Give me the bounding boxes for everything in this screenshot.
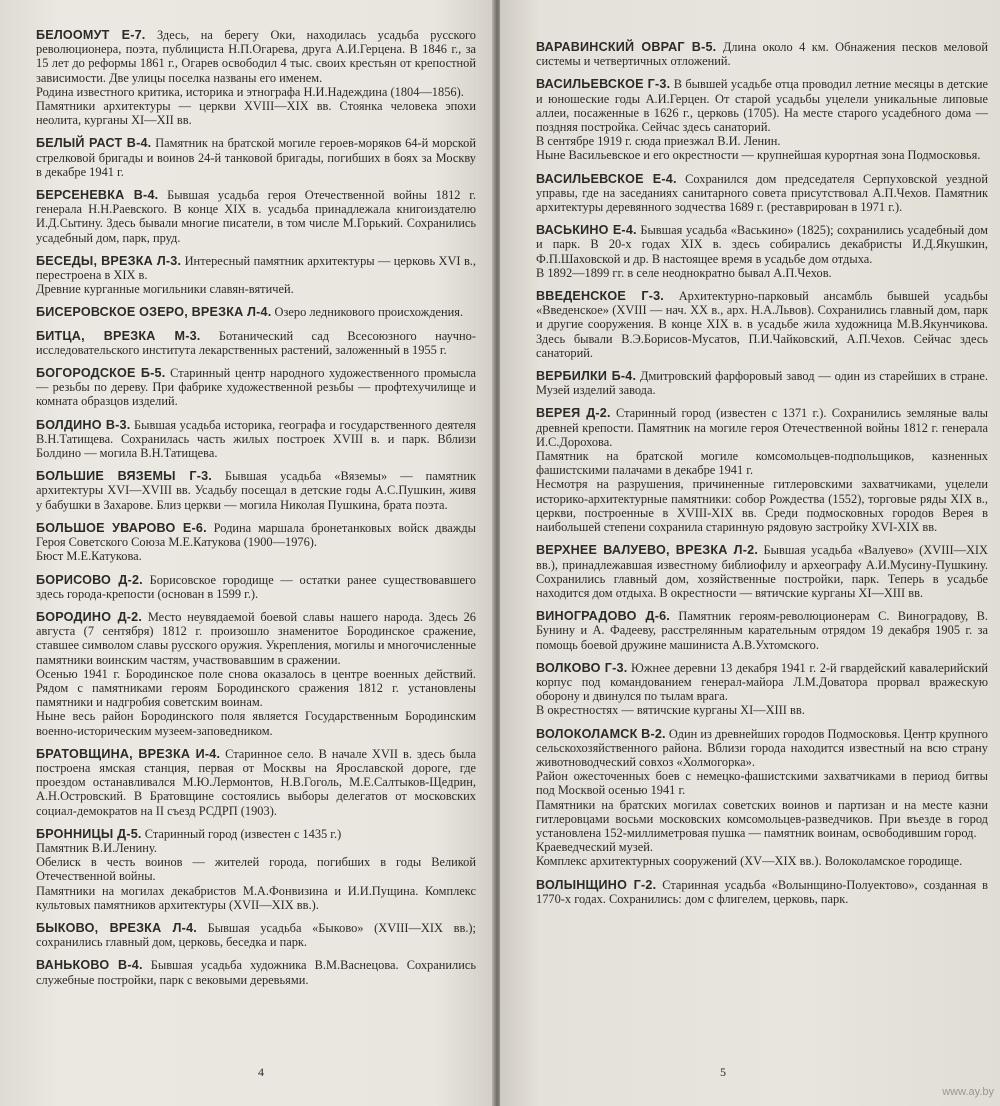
entry-body: Бывшая усадьба «Быково» (XVIII—XIX вв.); сохранились главный дом, церковь, беседка и парк. [36,920,476,950]
gazetteer-entry [36,366,476,409]
gazetteer-entry [536,543,988,600]
gazetteer-entry [36,469,476,512]
entry-body: Интересный памятник архитектуры — церковь XVI в., перестроена в XIX в. [36,253,476,283]
entry-paragraph [36,827,476,841]
entry-body: Старинное село. В начале XVII в. здесь была построена ямская станция, первая от Москвы на Ярославской дороге, где проездом останавливался М.Ю.Лермонтов, Н.В.Гоголь, М.Е.Салтыков-Щедрин, А.Н.Островский. В Братовщине состоялись выборы делегатов от московских социал-демократов на II съезд РСДРП (1903). [36,746,476,818]
entry-paragraph [36,747,476,818]
gazetteer-entry [36,188,476,245]
entry-extra-line: Памятники на могилах декабристов М.А.Фонвизина и И.И.Пущина. Комплекс культовых памятников архитектуры (XVII—XIX вв.). [36,883,476,912]
entry-heading: ВВЕДЕНСКОЕ Г-3. [536,289,664,304]
entry-heading: БОРОДИНО Д-2. [36,609,143,624]
entry-extra-line: В сентябре 1919 г. сюда приезжал В.И. Ленин. [536,134,781,149]
entry-extra-line: Бюст М.Е.Катукова. [36,549,142,564]
entry-heading: БРОННИЦЫ Д-5. [36,826,142,841]
entry-paragraph [36,136,476,179]
gazetteer-entry [36,329,476,357]
entry-heading: ВОЛЫНЩИНО Г-2. [536,877,657,892]
gazetteer-entry [536,406,988,534]
gazetteer-entry [36,921,476,949]
entry-heading: ВИНОГРАДОВО Д-6. [536,609,671,624]
gazetteer-entry [536,609,988,652]
entry-paragraph [536,223,988,266]
entry-paragraph [36,521,476,549]
gazetteer-entry [36,28,476,127]
entry-extra-line: Комплекс архитектурных сооружений (XV—XIX вв.). Волоколамское городище. [536,854,963,869]
entry-body: Бывшая усадьба «Валуево» (XVIII—XIX вв.), принадлежавшая известному библиофилу и археографу А.И.Мусину-Пушкину. Сохранились главный дом, хозяйственные постройки, парк. Теперь в усадьбе находится дом отдыха. В окрестности — вятичские курганы XI—XIII вв. [536,543,988,600]
page-number-right: 5 [720,1065,726,1079]
gazetteer-entry [536,369,988,397]
entry-heading: БОРИСОВО Д-2. [36,572,143,587]
entry-heading: БРАТОВЩИНА, ВРЕЗКА И-4. [36,746,221,761]
entry-extra-line: Памятник В.И.Ленину. [36,840,157,855]
entry-paragraph [536,661,988,704]
entry-heading: БЕЛООМУТ Е-7. [36,28,146,42]
entry-paragraph [536,369,988,397]
entry-paragraph [36,418,476,461]
entry-extra-line: Ныне весь район Бородинского поля является Государственным Бородинским военно-историческим музеем-заповедником. [36,709,476,738]
entry-extra-line: Ныне Васильевское и его окрестности — крупнейшая курортная зона Подмосковья. [536,148,981,163]
entry-body: Длина около 4 км. Обнажения песков меловой системы и четвертичных отложений. [536,40,988,69]
gazetteer-entry [36,747,476,818]
entry-heading: БЕРСЕНЕВКА В-4. [36,188,159,203]
entry-heading: БОГОРОДСКОЕ Б-5. [36,366,166,381]
gazetteer-entry [536,172,988,215]
entry-extra-line: Несмотря на разрушения, причиненные гитлеровскими захватчиками, уцелели историко-архитектурные памятники: собор Рождества (1552), торговые ряды XIX в., церкви, построенные в XVIII-XIX вв. Среди подмосковных городов Верея в наибольшей степени сохранила старинную рядовую застройку XVI-XIX вв. [536,477,988,535]
watermark: www.ay.by [942,1086,994,1098]
right-page [500,0,1000,1106]
entry-paragraph [36,188,476,245]
entry-paragraph [36,469,476,512]
entry-heading: ВАСИЛЬЕВСКОЕ Е-4. [536,171,677,186]
entry-body: Один из древнейших городов Подмосковья. Центр крупного сельскохозяйственного района. Вблизи города находится известный на всю страну животноводческий совхоз «Холмогорка». [536,726,988,769]
left-page [0,0,494,1106]
entry-extra-line: Памятник на братской могиле комсомольцев-подпольщиков, казненных фашистскими палачами в декабре 1941 г. [536,449,988,478]
entry-paragraph [536,878,988,906]
entry-body: Старинная усадьба «Волынщино-Полуектово», созданная в 1770-х годах. Сохранились: дом с флигелем, церковь, парк. [536,877,988,906]
entry-body: Старинный центр народного художественного промысла — резьбы по дереву. При фабрике художественной резьбы — профтехучилище и комната образцов изделий. [36,366,476,409]
gazetteer-entry [36,610,476,738]
entry-paragraph [536,40,988,68]
entry-paragraph [36,573,476,601]
entry-body: Родина маршала бронетанковых войск дважды Героя Советского Союза М.Е.Катукова (1900—1976). [36,520,476,550]
entry-paragraph [36,366,476,409]
entry-extra-line: Краеведческий музей. [536,840,653,855]
entry-heading: ВЕРЕЯ Д-2. [536,406,611,421]
gazetteer-entry [36,254,476,297]
entry-body: Место неувядаемой боевой славы нашего народа. Здесь 26 августа (7 сентября) 1812 г. произошло знаменитое Бородинское сражение, ставшее символом славы русского оружия. Укрепления, могилы и многочисленные памятники воинским частям, участвовавшим в сражении. [36,609,476,667]
left-entries-column [36,28,476,987]
gazetteer-entry [536,223,988,280]
entry-paragraph [36,28,476,85]
page-number-left: 4 [258,1065,264,1079]
entry-heading: ВЕРБИЛКИ Б-4. [536,369,637,384]
gazetteer-entry [536,878,988,906]
entry-paragraph [36,610,476,667]
entry-paragraph [36,305,476,319]
entry-heading: ВАНЬКОВО В-4. [36,958,143,973]
entry-body: Озеро ледникового происхождения. [274,305,464,320]
entry-heading: БЫКОВО, ВРЕЗКА Л-4. [36,920,197,935]
gazetteer-entry [536,289,988,360]
entry-extra-line: Памятники на братских могилах советских воинов и партизан и на месте казни гитлеровцами восьми московских комсомольцев-разведчиков. При въезде в город установлена 152-миллиметровая пушка — памятник воинам, освободившим город. [536,797,988,840]
entry-body: Бывшая усадьба художника В.М.Васнецова. Сохранились служебные постройки, парк с вековыми деревьями. [36,958,476,987]
entry-paragraph [536,172,988,215]
entry-heading: БОЛЬШИЕ ВЯЗЕМЫ Г-3. [36,469,212,484]
entry-body: Архитектурно-парковый ансамбль бывшей усадьбы «Введенское» (XVIII — нач. XX в., арх. Н.А.Львов). Сохранились главный дом, парк и другие сооружения. В конце XIX в. в усадьбе жила художница М.В.Якунчикова. Здесь бывали В.Э.Борисов-Мусатов, П.И.Чайковский, А.П.Чехов. Сейчас здесь санаторий. [536,289,988,360]
entry-extra-line: В окрестностях — вятичские курганы XI—XIII вв. [536,703,805,718]
gazetteer-entry [36,521,476,564]
entry-body: Старинный город (известен с 1371 г.). Сохранились земляные валы древней крепости. Памятник на могиле героя Отечественной войны 1812 г. генерала И.С.Дорохова. [536,406,988,449]
entry-extra-line: В 1892—1899 гг. в селе неоднократно бывал А.П.Чехов. [536,265,832,280]
gazetteer-entry [36,136,476,179]
entry-body: Старинный город (известен с 1435 г.) [144,826,342,841]
entry-body: Дмитровский фарфоровый завод — один из старейших в стране. Музей изделий завода. [536,369,989,398]
entry-paragraph [536,77,988,134]
entry-paragraph [536,289,988,360]
entry-body: Памятник героям-революционерам С. Виноградову, В. Бунину и А. Фадееву, расстрелянным карательным отрядом 19 декабря 1905 г. за помощь боевой дружине машиниста А.В.Ухтомского. [536,609,988,652]
entry-paragraph [36,921,476,949]
entry-heading: БЕСЕДЫ, ВРЕЗКА Л-3. [36,253,182,268]
entry-body: Ботанический сад Всесоюзного научно-исследовательского института лекарственных растений, заложенный в 1955 г. [36,328,476,357]
entry-body: Бывшая усадьба историка, географа и государственного деятеля В.Н.Татищева. Сохранилась часть жилых построек XVIII в. и парк. Вблизи Болдино — могила В.Н.Татищева. [36,417,476,461]
gazetteer-entry [36,418,476,461]
entry-body: Памятник на братской могиле героев-моряков 64-й морской стрелковой бригады и воинов 24-й танковой бригады, погибших в боях за Москву в декабре 1941 г. [36,136,476,179]
entry-heading: ВОЛОКОЛАМСК В-2. [536,726,666,741]
gazetteer-entry [536,77,988,162]
entry-heading: БОЛЬШОЕ УВАРОВО Е-6. [36,520,207,535]
entry-heading: ВАСИЛЬЕВСКОЕ Г-3. [536,77,671,92]
entry-extra-line: Осенью 1941 г. Бородинское поле снова оказалось в центре военных действий. Рядом с памятниками героям Бородинского сражения 1812 г. установлены памятники и надгробия советским воинам. [36,666,476,710]
entry-heading: ВАРАВИНСКИЙ ОВРАГ В-5. [536,40,717,54]
entry-extra-line: Район ожесточенных боев с немецко-фашистскими захватчиками в период битвы под Москвой осенью 1941 г. [536,769,988,798]
entry-body: Южнее деревни 13 декабря 1941 г. 2-й гвардейский кавалерийский корпус под командованием генерал-майора Л.М.Доватора прорвал вражескую оборону и двинулся по тылам врага. [536,660,988,704]
gazetteer-entry [536,727,988,869]
entry-body: Здесь, на берегу Оки, находилась усадьба русского революционера, поэта, публициста Н.П.Огарева, друга А.И.Герцена. В 1846 г., за 15 лет до реформы 1861 г., Огарев освободил 4 тыс. своих крестьян от крепостной зависимости. Две улицы поселка названы его именем. [36,28,476,85]
entry-paragraph [36,254,476,282]
right-entries-column [536,40,988,906]
entry-heading: БЕЛЫЙ РАСТ В-4. [36,136,152,151]
gazetteer-entry [36,958,476,986]
entry-extra-line: Обелиск в честь воинов — жителей города, погибших в годы Великой Отечественной войны. [36,855,476,884]
entry-paragraph [536,543,988,600]
entry-paragraph [536,609,988,652]
gazetteer-entry [36,827,476,912]
entry-body: Бывшая усадьба «Вяземы» — памятник архитектуры XVI—XVIII вв. Усадьбу посещал в детские годы А.С.Пушкин, живя у бабушки в Захарове. Близ церкви — могила Николая Пушкина, брата поэта. [36,469,477,512]
gazetteer-entry [536,40,988,68]
entry-heading: БОЛДИНО В-3. [36,417,131,432]
entry-extra-line: Памятники архитектуры — церкви XVIII—XIX вв. Стоянка человека эпохи неолита, курганы XI—XII вв. [36,99,476,128]
entry-paragraph [536,406,988,449]
entry-paragraph [36,329,476,357]
entry-heading: БИСЕРОВСКОЕ ОЗЕРО, ВРЕЗКА Л-4. [36,305,272,320]
gazetteer-entry [536,661,988,718]
entry-heading: ВЕРХНЕЕ ВАЛУЕВО, ВРЕЗКА Л-2. [536,543,759,558]
gazetteer-entry [36,573,476,601]
entry-heading: ВОЛКОВО Г-3. [536,660,628,675]
entry-body: Сохранился дом председателя Серпуховской уездной управы, где на заседаниях санитарного совета присутствовал А.П.Чехов. Памятник архитектуры деревянного зодчества 1689 г. (реставрирован в 1971 г.). [536,171,988,215]
entry-extra-line: Древние курганные могильники славян-вятичей. [36,282,294,297]
entry-heading: ВАСЬКИНО Е-4. [536,223,637,238]
entry-heading: БИТЦА, ВРЕЗКА М-3. [36,328,201,343]
entry-body: Борисовское городище — остатки ранее существовавшего здесь города-крепости (основан в 1599 г.). [36,572,476,601]
entry-paragraph [36,958,476,986]
entry-body: Бывшая усадьба «Васькино» (1825); сохранились усадебный дом и парк. В 20-х годах XIX в. здесь собирались декабристы И.Д.Якушкин, Ф.П.Шаховской и др. В настоящее время в усадьбе дом отдыха. [536,223,988,266]
entry-extra-line: Родина известного критика, историка и этнографа Н.И.Надеждина (1804—1856). [36,84,464,99]
entry-paragraph [536,727,988,770]
gazetteer-entry [36,305,476,319]
entry-body: В бывшей усадьбе отца проводил летние месяцы в детские и юношеские годы А.И.Герцен. От старой усадьбы уцелели уникальные липовые аллеи, посаженные в 1626 г., церковь (1705). На месте старого усадебного дома — поздняя постройка. Сейчас здесь санаторий. [536,77,988,135]
entry-body: Бывшая усадьба героя Отечественной войны 1812 г. генерала Н.Н.Раевского. В конце XIX в. усадьба принадлежала книгоиздателю И.Д.Сытину. Здесь бывали многие писатели, в том числе М.Горький. Сохранились усадебный дом, парк, пруд. [36,188,476,245]
